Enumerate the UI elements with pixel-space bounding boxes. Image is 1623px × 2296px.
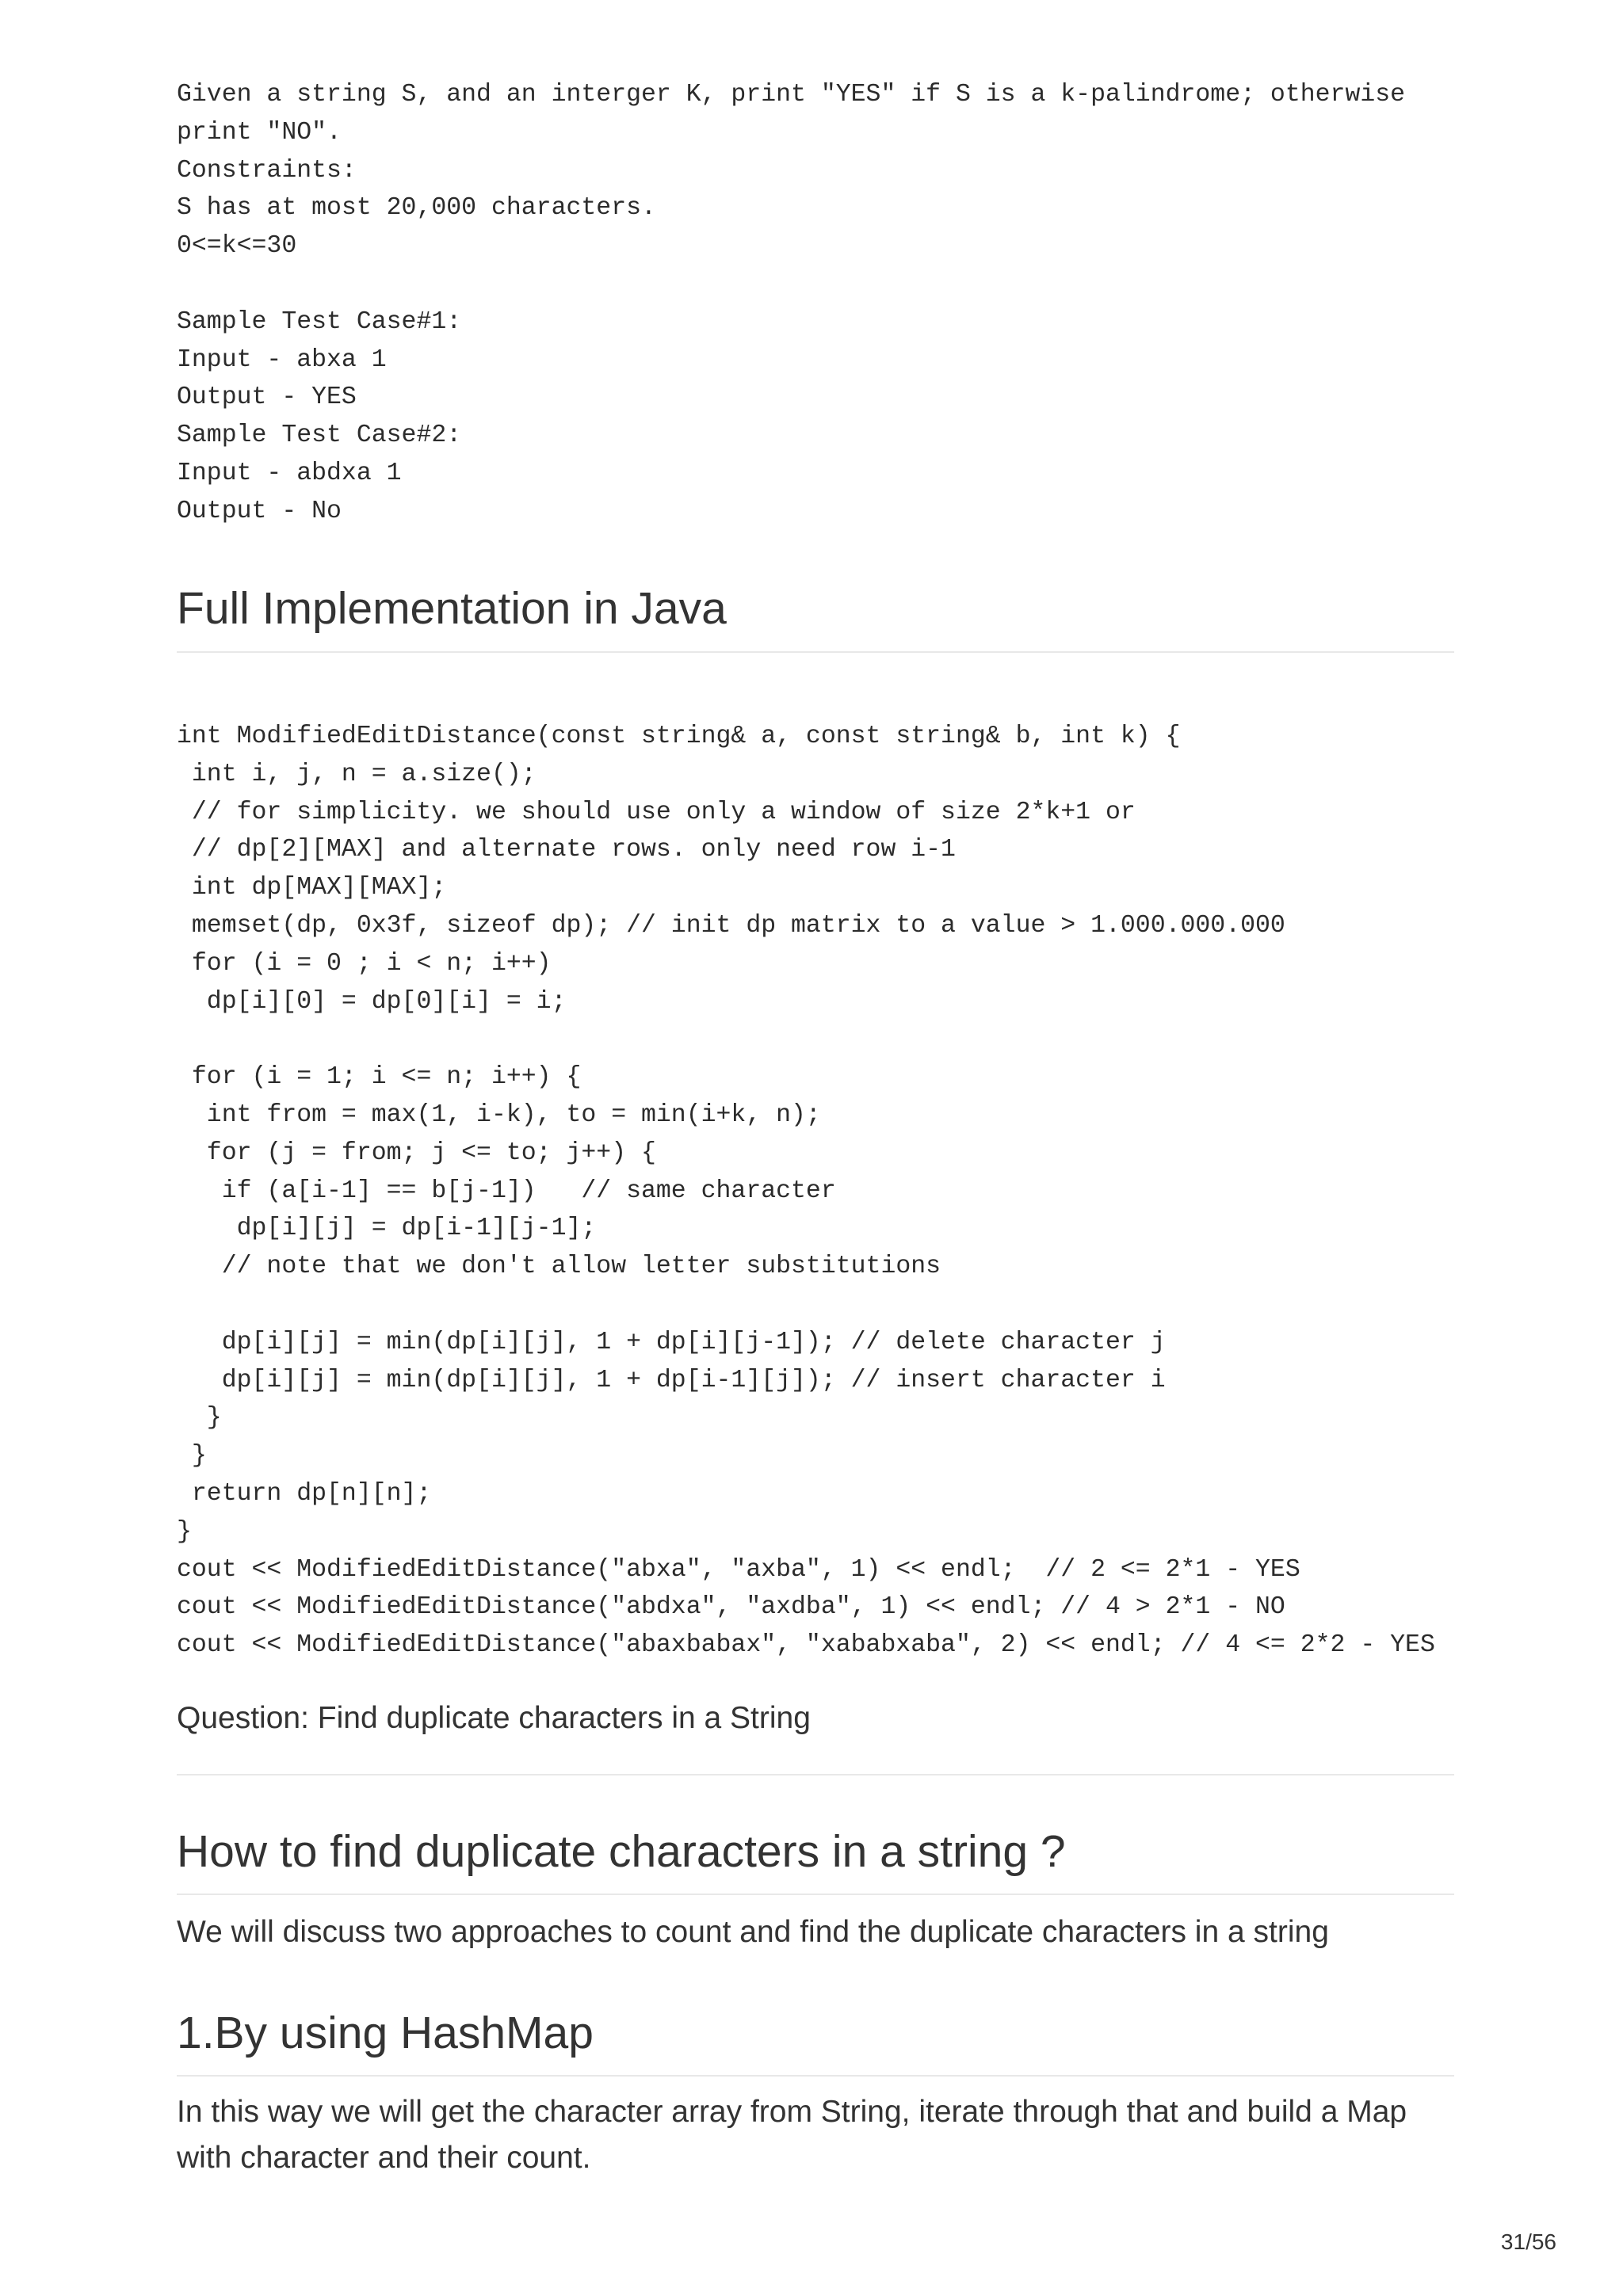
question-text: Question: Find duplicate characters in a String [177, 1701, 811, 1735]
hashmap-paragraph: In this way we will get the character array from String, iterate through that and build a Map with character and their count. [177, 2095, 1407, 2175]
problem-statement: Given a string S, and an interger K, print "YES" if S is a k-palindrome; otherwise print "NO". Constraints: S has at most 20,000 characters. 0<=k<=30 Sample Test Case#1: Input - abxa 1 Output - YES Sample Test Case#2: Input - abdxa 1 Output - No [177, 81, 1406, 525]
heading-divider [177, 2075, 1454, 2077]
heading-divider [177, 1894, 1454, 1895]
section-divider [177, 1774, 1454, 1775]
code-block: int ModifiedEditDistance(const string& a, const string& b, int k) { int i, j, n = a.size(); // for simplicity. we should use only a window of size 2*k+1 or // dp[2][MAX] and alternate rows. only need row i-1 int dp[MAX][MAX]; memset(dp, 0x3f, sizeof dp); // init dp matrix to a value > 1.000.000.000 for (i = 0 ; i < n; i++) dp[i][0] = dp[0][i] = i; for (i = 1; i <= n; i++) { int from = max(1, i-k), to = min(i+k, n); for (j = from; j <= to; j++) { if (a[i-1] == b[j-1]) // same character dp[i][j] = dp[i-1][j-1]; // note that we don't allow letter substitutions dp[i][j] = min(dp[i][j], 1 + dp[i][j-1]); // delete character j dp[i][j] = min(dp[i][j], 1 + dp[i-1][j]); // insert character i } } return dp[n][n]; } cout << ModifiedEditDistance("abxa", "axba", 1) << endl; // 2 <= 2*1 - YES cout << ModifiedEditDistance("abdxa", "axdba", 1) << endl; // 4 > 2*1 - NO cout << ModifiedEditDistance("abaxbabax", "xababxaba", 2) << endl; // 4 <= 2*2 - YES [177, 723, 1435, 1660]
discuss-paragraph: We will discuss two approaches to count and find the duplicate characters in a string [177, 1915, 1329, 1949]
heading-divider [177, 651, 1454, 653]
heading-full-implementation: Full Implementation in Java [177, 583, 727, 634]
page-number: 31/56 [1500, 2229, 1556, 2254]
heading-how-to-find-duplicates: How to find duplicate characters in a string ? [177, 1826, 1066, 1877]
heading-hashmap: 1.By using HashMap [177, 2008, 594, 2058]
